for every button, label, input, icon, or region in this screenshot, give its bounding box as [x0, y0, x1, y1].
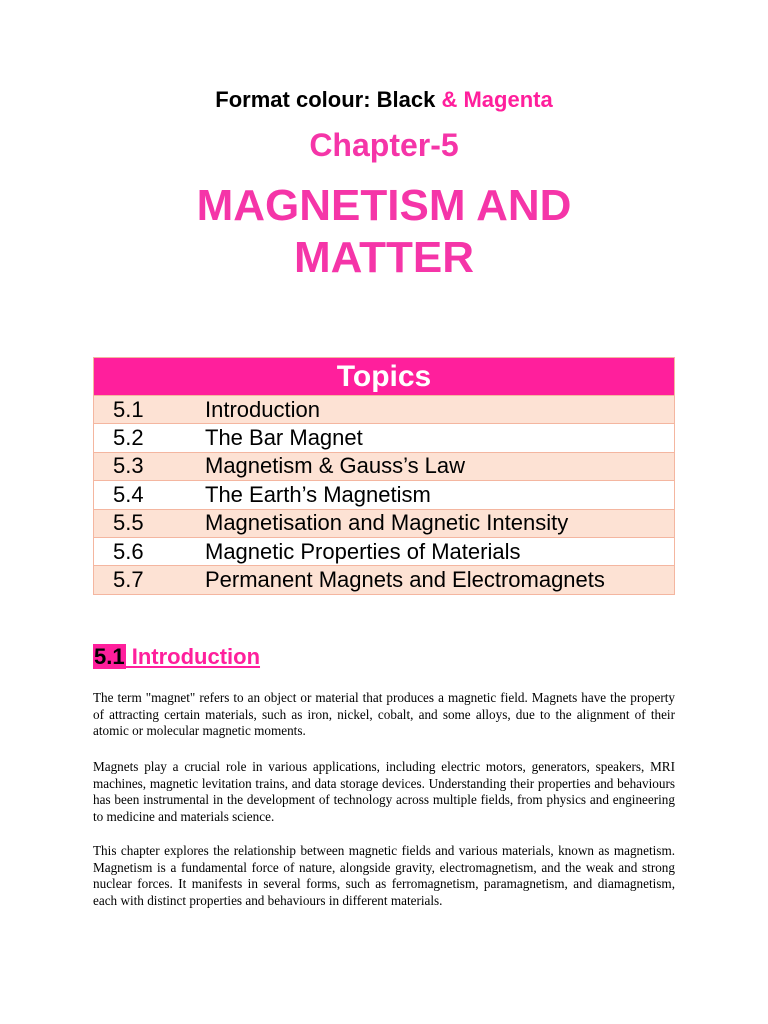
topic-name: The Bar Magnet: [205, 424, 675, 452]
topic-row: [94, 424, 675, 452]
paragraph: This chapter explores the relationship between magnetic fields and various materials, known as magnetism. Magnetism is a fundamental force of nature, alongside gravity, electromagnetism, and the weak and strong nuclear forces. It manifests in several forms, such as ferromagnetism, paramagnetism, and diamagnetism, each with distinct properties and behaviours in different materials.: [93, 843, 675, 908]
topic-number: 5.3: [94, 452, 206, 480]
topic-name: Magnetic Properties of Materials: [205, 537, 675, 565]
section-heading: [93, 644, 260, 670]
topic-row: [94, 396, 675, 424]
topic-number: 5.6: [94, 537, 206, 565]
topics-heading: Topics: [94, 358, 675, 396]
chapter-label: Chapter-5: [309, 127, 459, 163]
paragraph: Magnets play a crucial role in various applications, including electric motors, generators, speakers, MRI machines, magnetic levitation trains, and data storage devices. Understanding their properties and behaviours has been instrumental in the development of technology across multiple fields, from physics and engineering to medicine and materials science.: [93, 759, 675, 824]
topic-number: 5.1: [94, 396, 206, 424]
topic-row: [94, 452, 675, 480]
topic-name: Magnetism & Gauss’s Law: [205, 452, 675, 480]
topic-row: [94, 537, 675, 565]
format-colour-prefix: Format colour: Black: [215, 87, 436, 112]
paragraph: The term "magnet" refers to an object or material that produces a magnetic field. Magnets have the property of attracting certain materials, such as iron, nickel, cobalt, and some alloys, due to the alignment of their atomic or molecular magnetic moments.: [93, 690, 675, 738]
topic-row: [94, 509, 675, 537]
format-colour-note: [0, 87, 768, 113]
section-title: Introduction: [125, 644, 261, 669]
topics-table: [93, 357, 675, 595]
topic-number: 5.7: [94, 566, 206, 594]
topic-number: 5.2: [94, 424, 206, 452]
topic-number: 5.5: [94, 509, 206, 537]
section-number: 5.1: [94, 644, 125, 669]
topic-row: [94, 481, 675, 509]
format-colour-suffix: & Magenta: [435, 87, 553, 112]
topic-name: Magnetisation and Magnetic Intensity: [205, 509, 675, 537]
topic-name: The Earth’s Magnetism: [205, 481, 675, 509]
topic-row: [94, 566, 675, 594]
chapter-title-line-2: MATTER: [293, 233, 475, 282]
topic-number: 5.4: [94, 481, 206, 509]
chapter-title-line-1: MAGNETISM AND: [196, 181, 572, 230]
topic-name: Permanent Magnets and Electromagnets: [205, 566, 675, 594]
chapter-title: [0, 180, 768, 284]
topic-name: Introduction: [205, 396, 675, 424]
topics-header-row: [94, 358, 675, 396]
